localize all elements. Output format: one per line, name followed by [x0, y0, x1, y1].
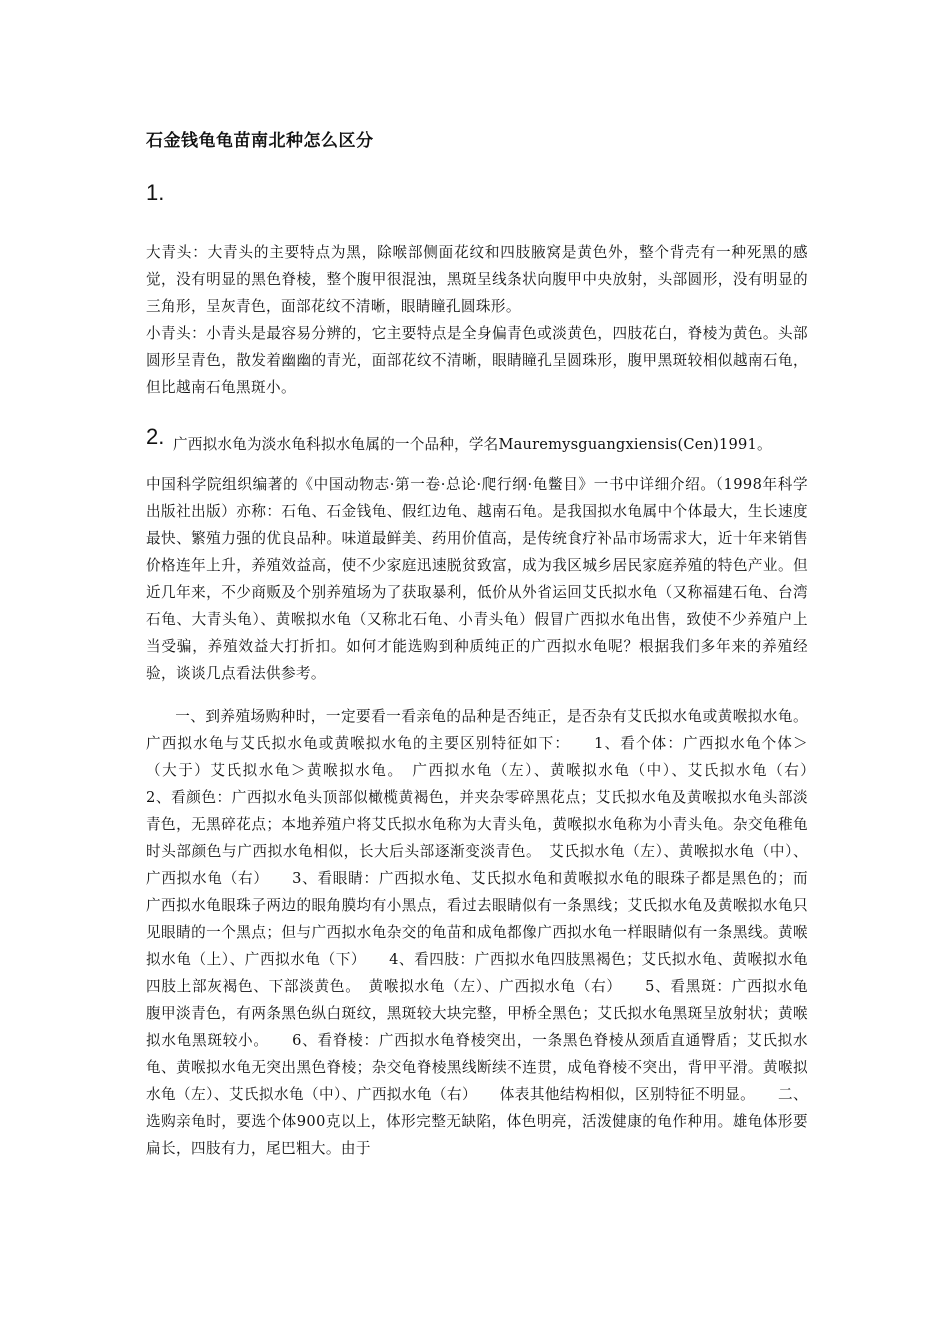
section-1-body — [146, 239, 808, 401]
section-1-number: 1. — [146, 180, 165, 205]
paragraph-identification: 一、到养殖场购种时，一定要看一看亲龟的品种是否纯正，是否杂有艾氏拟水龟或黄喉拟水龟。广西拟水龟与艾氏拟水龟或黄喉拟水龟的主要区别特征如下： 1、看个体：广西拟水龟个体＞（大于）艾氏拟水龟＞黄喉拟水龟。 广西拟水龟（左）、黄喉拟水龟（中）、艾氏拟水龟（右） 2、看颜色：广西拟水龟头顶部似橄榄黄褐色，并夹杂零碎黑花点；艾氏拟水龟及黄喉拟水龟头部淡青色，无黑碎花点；本地养殖户将艾氏拟水龟称为大青头龟，黄喉拟水龟称为小青头龟。杂交龟稚龟时头部颜色与广西拟水龟相似，长大后头部逐渐变淡青色。 艾氏拟水龟（左）、黄喉拟水龟（中）、广西拟水龟（右） 3、看眼睛：广西拟水龟、艾氏拟水龟和黄喉拟水龟的眼珠子都是黑色的；而广西拟水龟眼珠子两边的眼角膜均有小黑点，看过去眼睛似有一条黑线；艾氏拟水龟及黄喉拟水龟只见眼睛的一个黑点；但与广西拟水龟杂交的龟苗和成龟都像广西拟水龟一样眼睛似有一条黑线。黄喉拟水龟（上）、广西拟水龟（下） 4、看四肢：广西拟水龟四肢黑褐色；艾氏拟水龟、黄喉拟水龟四肢上部灰褐色、下部淡黄色。 黄喉拟水龟（左）、广西拟水龟（右） 5、看黑斑：广西拟水龟腹甲淡青色，有两条黑色纵白斑纹，黑斑较大块完整，甲桥全黑色；艾氏拟水龟黑斑呈放射状；黄喉拟水龟黑斑较小。 6、看脊棱：广西拟水龟脊棱突出，一条黑色脊棱从颈盾直通臀盾；艾氏拟水龟、黄喉拟水龟无突出黑色脊棱；杂交龟脊棱黑线断续不连贯，成龟脊棱不突出，背甲平滑。黄喉拟水龟（左）、艾氏拟水龟（中）、广西拟水龟（右） 体表其他结构相似，区别特征不明显。 二、选购亲龟时，要选个体900克以上，体形完整无缺陷，体色明亮，活泼健康的龟作种用。雄龟体形要扁长，四肢有力，尾巴粗大。由于 — [146, 708, 838, 1157]
section-2-number: 2. — [146, 424, 165, 449]
paragraph-big-green-head: 大青头：大青头的主要特点为黑，除喉部侧面花纹和四肢腋窝是黄色外，整个背壳有一种死黑的感觉，没有明显的黑色脊棱，整个腹甲很混浊，黑斑呈线条状向腹甲中央放射，头部圆形，没有明显的三角形，呈灰青色，面部花纹不清晰，眼睛瞳孔圆珠形。 — [146, 244, 808, 315]
paragraph-small-green-head: 小青头：小青头是最容易分辨的，它主要特点是全身偏青色或淡黄色，四肢花白，脊棱为黄色。头部圆形呈青色，散发着幽幽的青光，面部花纹不清晰，眼睛瞳孔呈圆珠形，腹甲黑斑较相似越南石龟，但比越南石龟黑斑小。 — [146, 325, 808, 396]
document-title: 石金钱龟龟苗南北种怎么区分 — [146, 131, 374, 151]
section-2-body-features — [146, 703, 838, 1162]
paragraph-reference: 中国科学院组织编著的《中国动物志·第一卷·总论·爬行纲·龟鳖目》一书中详细介绍。（1998年科学出版社出版）亦称：石龟、石金钱龟、假红边龟、越南石龟。是我国拟水龟属中个体最大，生长速度最快、繁殖力强的优良品种。味道最鲜美、药用价值高，是传统食疗补品市场需求大，近十年来销售价格连年上升，养殖效益高，使不少家庭迅速脱贫致富，成为我区城乡居民家庭养殖的特色产业。但近几年来，不少商贩及个别养殖场为了获取暴利，低价从外省运回艾氏拟水龟（又称福建石龟、台湾石龟、大青头龟）、黄喉拟水龟（又称北石龟、小青头龟）假冒广西拟水龟出售，致使不少养殖户上当受骗，养殖效益大打折扣。如何才能选购到种质纯正的广西拟水龟呢？根据我们多年来的养殖经验，谈谈几点看法供参考。 — [146, 476, 808, 682]
section-2-intro-line: 广西拟水龟为淡水龟科拟水龟属的一个品种，学名Mauremysguangxiensis(Cen)1991。 — [173, 436, 772, 453]
section-2-body-intro — [146, 471, 808, 687]
